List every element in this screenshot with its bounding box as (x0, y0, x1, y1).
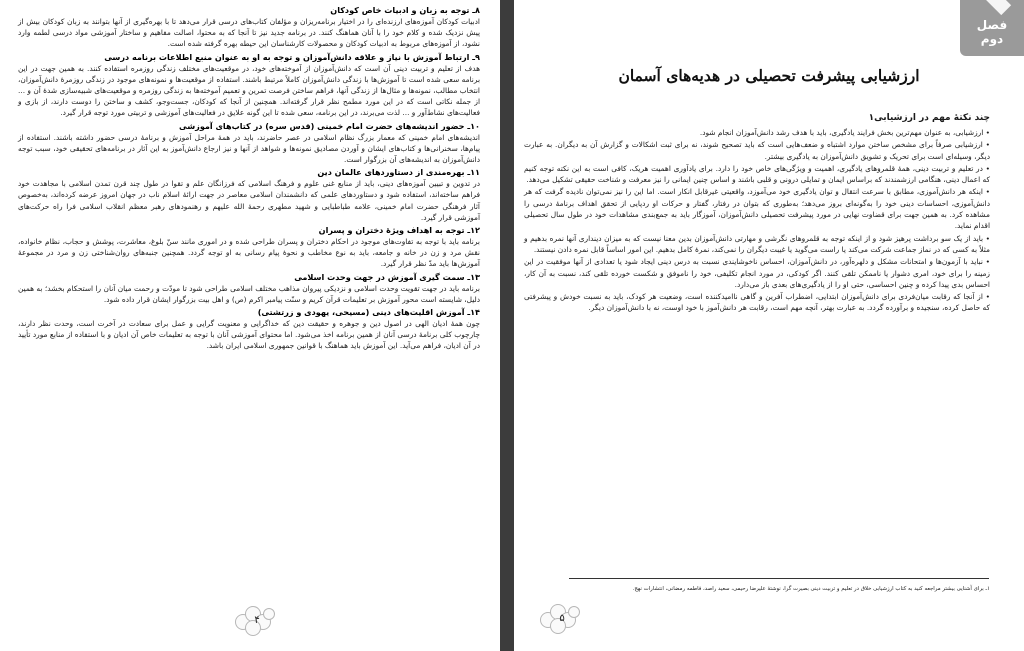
body-paragraph: اندیشه‌های امام خمینی که معمار بزرگ نظام اسلامی در عصر حاضرند، باید در همهٔ مراحل آموزش و برنامهٔ درسی حضور داشته باشند. استفاده از پیام‌ها، سخنرانی‌ها و کتاب‌های ایشان و آوردن مصادیق نمونه‌ها و شواهد از آنها و نیز ارجاع دانش‌آموز به این آثار در برنامه‌های تحقیقی خود، سبب توجه دانش‌آموزان به اندیشه‌های آن بزرگوار است. (18, 132, 480, 165)
footnote-divider (569, 578, 989, 579)
page-number-left: ۴ (254, 615, 260, 626)
chapter-tab (960, 0, 1024, 56)
right-page-text (524, 112, 990, 315)
bullet-paragraph: • نباید با آزمون‌ها و امتحانات مشکل و دلهره‌آور، در دانش‌آموزان، احساس ناخوشایندی نسبت به درس دینی ایجاد شود یا تعدادی از آنها موفقیت در این زمینه را برای خود، امری دشوار یا ناممکن تلقی کنند. اگر کودکی، در مورد انجام تکلیفی، خود را ناموفق و شکست خورده تلقی کند، نسبت به آن کار، احساس بدی پیدا کرده و چنین احساسی، حتی او را از یادگیری‌های بعدی باز می‌دارد. (524, 257, 990, 289)
left-page (0, 0, 500, 651)
section-heading: ۱۴ـ آموزش اقلیت‌های دینی (مسیحی، یهودی و زرتشتی) (257, 307, 480, 318)
right-page (514, 0, 1024, 651)
body-paragraph: چون همهٔ ادیان الهی در اصول دین و جوهره و حقیقت دین که خداگرایی و معنویت گرایی و عمل برای سعادت در آخرت است، وحدت نظر دارند، چارچوب کلی برنامهٔ درسی آنان از همین برنامه اخذ می‌شود. اما محتوای آموزشی آنان با توجه به تعلیمات خاص آن ادیان و با استفاده از منابع مورد تأیید در آن ادیان، فراهم می‌آید. این آموزش باید هماهنگ با قوانین جمهوری اسلامی ایران باشد. (18, 319, 480, 351)
section-heading: ۹ـ ارتباط آموزش با نیاز و علاقه دانش‌آموزان و توجه به او به عنوان منبع اطلاعات برنامه درسی (104, 51, 480, 62)
bullet-paragraph: • از آنجا که رقابت میان‌فردی برای دانش‌آموزان ابتدایی، اضطراب آفرین و گاهی ناامیدکننده است، وضعیت هر کودک، باید به نسبت خودش و پیشرفتی که حاصل کرده، سنجیده و برآورده گردد. به عبارت بهتر، آنچه مهم است، رقابت هر دانش‌آموز با خود اوست، نه با دانش‌آموزان دیگر. (524, 292, 990, 313)
section-heading: ۱۳ـ سمت گیری آموزش در جهت وحدت اسلامی (294, 271, 480, 282)
bullet-paragraph: • باید از یک سو برداشت پرهیز شود و از اینکه توجه به قلمروهای نگرشی و مهارتی دانش‌آموزان بدین معنا نیست که به میزان دینداری آنها نمره بدهیم و مثلاً به کسی که در نماز جماعت شرکت می‌کند یا راست می‌گوید یا غیبت دیگران را نمی‌کند، نمرهٔ کامل بدهیم. این امور اساساً قابل نمره دادن نیستند. (524, 233, 990, 254)
bullet-paragraph: • اینکه هر دانش‌آموزی، مطابق با سرعت انتقال و توان یادگیری خود می‌آموزد، واقعیتی غیرقابل انکار است. اما این را نیز نمی‌توان نادیده گرفت که هر دانش‌آموزی، احساسات دینی خود را به‌گونه‌ای بروز می‌دهد؛ به‌طوری که بتوان در رفتار، گفتار و حرکات او ردپایی از تحقق اهداف برنامهٔ درسی را مشاهده کرد. به همین جهت برای قضاوت نهایی در مورد پیشرفت تحصیلی دانش‌آموزان، آموزگار باید به جمع‌بندی مشاهدات خود در طول سال تحصیلی اقدام نماید. (524, 187, 990, 231)
bullet-paragraph: • ارزشیابی صرفاً برای مشخص ساختن موارد اشتباه و ضعف‌هایی است که باید تصحیح شوند، نه برای ثبت اشکالات و گزارش آن به دیگران. به عبارت دیگر، وسیله‌ای است برای تحریک و تشویق دانش‌آموزان به یادگیری بیشتر. (524, 140, 990, 161)
body-paragraph: برنامه باید با توجه به تفاوت‌های موجود در احکام دختران و پسران طراحی شده و در اموری مانند سنّ بلوغ، معاشرت، پوشش و حجاب، نظام خانواده، نقش مرد و زن در خانه و جامعه، باید به نوع مخاطب و نحوهٔ پیام رسانی به او توجه گردد. همچنین جنبه‌های روان‌شناختی زن و مرد در مجموعهٔ آموزش‌ها باید مدّ نظر قرار گیرد. (18, 237, 480, 269)
footnote: ۱ـ برای آشنایی بیشتر مراجعه کنید به کتاب ارزشیابی خلاق در تعلیم و تربیت دینی بصیرت گرا، نوشتهٔ علیرضا رحیمی، سعید راصد، فاطمه رمضانی، انتشارات نهج. (632, 586, 990, 592)
left-page-text (18, 4, 480, 353)
section-heading: ۸ـ توجه به زبان و ادبیات خاص کودکان (330, 5, 480, 15)
page-title: ارزشیابی پیشرفت تحصیلی در هدیه‌های آسمان (618, 66, 920, 85)
chapter-label: فصل دوم (976, 18, 1008, 46)
chapter-ribbon-icon (983, 0, 1011, 15)
book-gutter (500, 0, 514, 651)
page-number-right: ۵ (559, 613, 565, 624)
section-heading: ۱۱ـ بهره‌مندی از دستاوردهای عالمان دین (317, 167, 480, 178)
body-paragraph: برنامه باید در جهت تقویت وحدت اسلامی و نزدیکی پیروان مذاهب مختلف اسلامی طراحی شود تا مودّت و رحمت میان آنان را استحکام بخشد؛ به همین دلیل، شایسته است محور آموزش بر تعلیمات قرآن کریم و سنّت پیامبر اکرم (ص) و اهل بیت بزرگوار ایشان قرار داده شود. (18, 283, 480, 304)
bullet-paragraph: • ارزشیابی، به عنوان مهم‌ترین بخش فرایند یادگیری، باید با هدف رشد دانش‌آموزان انجام شود. (699, 128, 990, 137)
section-heading: ۱۲ـ توجه به اهداف ویژهٔ دختران و پسران (318, 225, 480, 236)
bullet-paragraph: • در تعلیم و تربیت دینی، همهٔ قلمروهای یادگیری، اهمیت و ویژگی‌های خاص خود را دارد. برای یادآوری اهمیت هریک، کافی است به این نکته توجه کنیم که اعمال دینی، هنگامی ارزشمندند که براساس ایمان و تمایلی درونی و قلبی باشند و اساس چنین ایمانی را نیز معرفت و شناخت حقیقی تشکیل می‌دهد. (524, 163, 990, 185)
body-paragraph: هدف از تعلیم و تربیت دینی آن است که دانش‌آموزان از آموخته‌های خود، در موقعیت‌های مختلف زندگی روزمره استفاده کنند. به همین جهت در این برنامه سعی شده است تا آموزش‌ها با زندگی دانش‌آموزان کاملاً مرتبط باشند. استفاده از موقعیت‌ها و نمونه‌های موجود در زندگی روزمرهٔ دانش‌آموزان، انتخاب مطالب، نمونه‌ها و مثال‌ها از زندگی آنها، فراهم ساختن فرصت تمرین و تعمیم آموخته‌ها به زندگی روزمره و موقعیت‌های شبیه‌سازی شدهٔ آن و ... از جمله نکاتی است که در این مورد مطمح نظر قرار گرفته‌اند. همچنین از آنجا که کودکان، جست‌وجو، کشف و ساختن را دوست دارند، از بازی و فعالیت‌های نشاط‌آور و ... لذت می‌برند، در این برنامه، سعی شده تا این گونه علایق در فعالیت‌های آموزشی و تربیتی مورد توجه قرار گیرد. (18, 63, 480, 118)
body-paragraph: ادبیات کودکان آموزه‌های ارزنده‌ای را در اختیار برنامه‌ریزان و مؤلفان کتاب‌های درسی قرار می‌دهد تا با بهره‌گیری از آنها بتوانند به زبان کودکان بیش از پیش نزدیک شده و کلام خود را با آنان هماهنگ کنند. در برنامه جدید نیز تا آنجا که به محتوا، اصالت مفاهیم و ساختار آموزشی مواد درسی لطمه وارد نشود، از آموزه‌های مربوط به ادبیات کودکان و محصولات کارشناسان این حیطه بهره گرفته شده است. (18, 17, 480, 49)
body-paragraph: در تدوین و تبیین آموزه‌های دینی، باید از منابع غنی علوم و فرهنگ اسلامی که فرزانگان علم و تقوا در طول چند قرن تمدن اسلامی با مجاهدت خود فراهم ساخته‌اند، استفاده شود و دستاوردهای علمی که دانشمندان اسلامی معاصر در جهت ارائهٔ اسلام ناب در جهان امروز عرضه کرده‌اند، به‌خصوص آثار فرهنگی حضرت امام خمینی، علامه طباطبایی و شهید مطهری رحمهٔ الله علیهم و رهنمودهای رهبر معظم انقلاب اسلامی فرا راه حرکت‌های آموزشی قرار گیرد. (18, 179, 480, 222)
section-heading: ۱۰ـ حضور اندیشه‌های حضرت امام خمینی (قدس سره) در کتاب‌های آموزشی (179, 120, 480, 131)
section-heading: چند نکتهٔ مهم در ارزشیابی۱ (868, 113, 990, 123)
